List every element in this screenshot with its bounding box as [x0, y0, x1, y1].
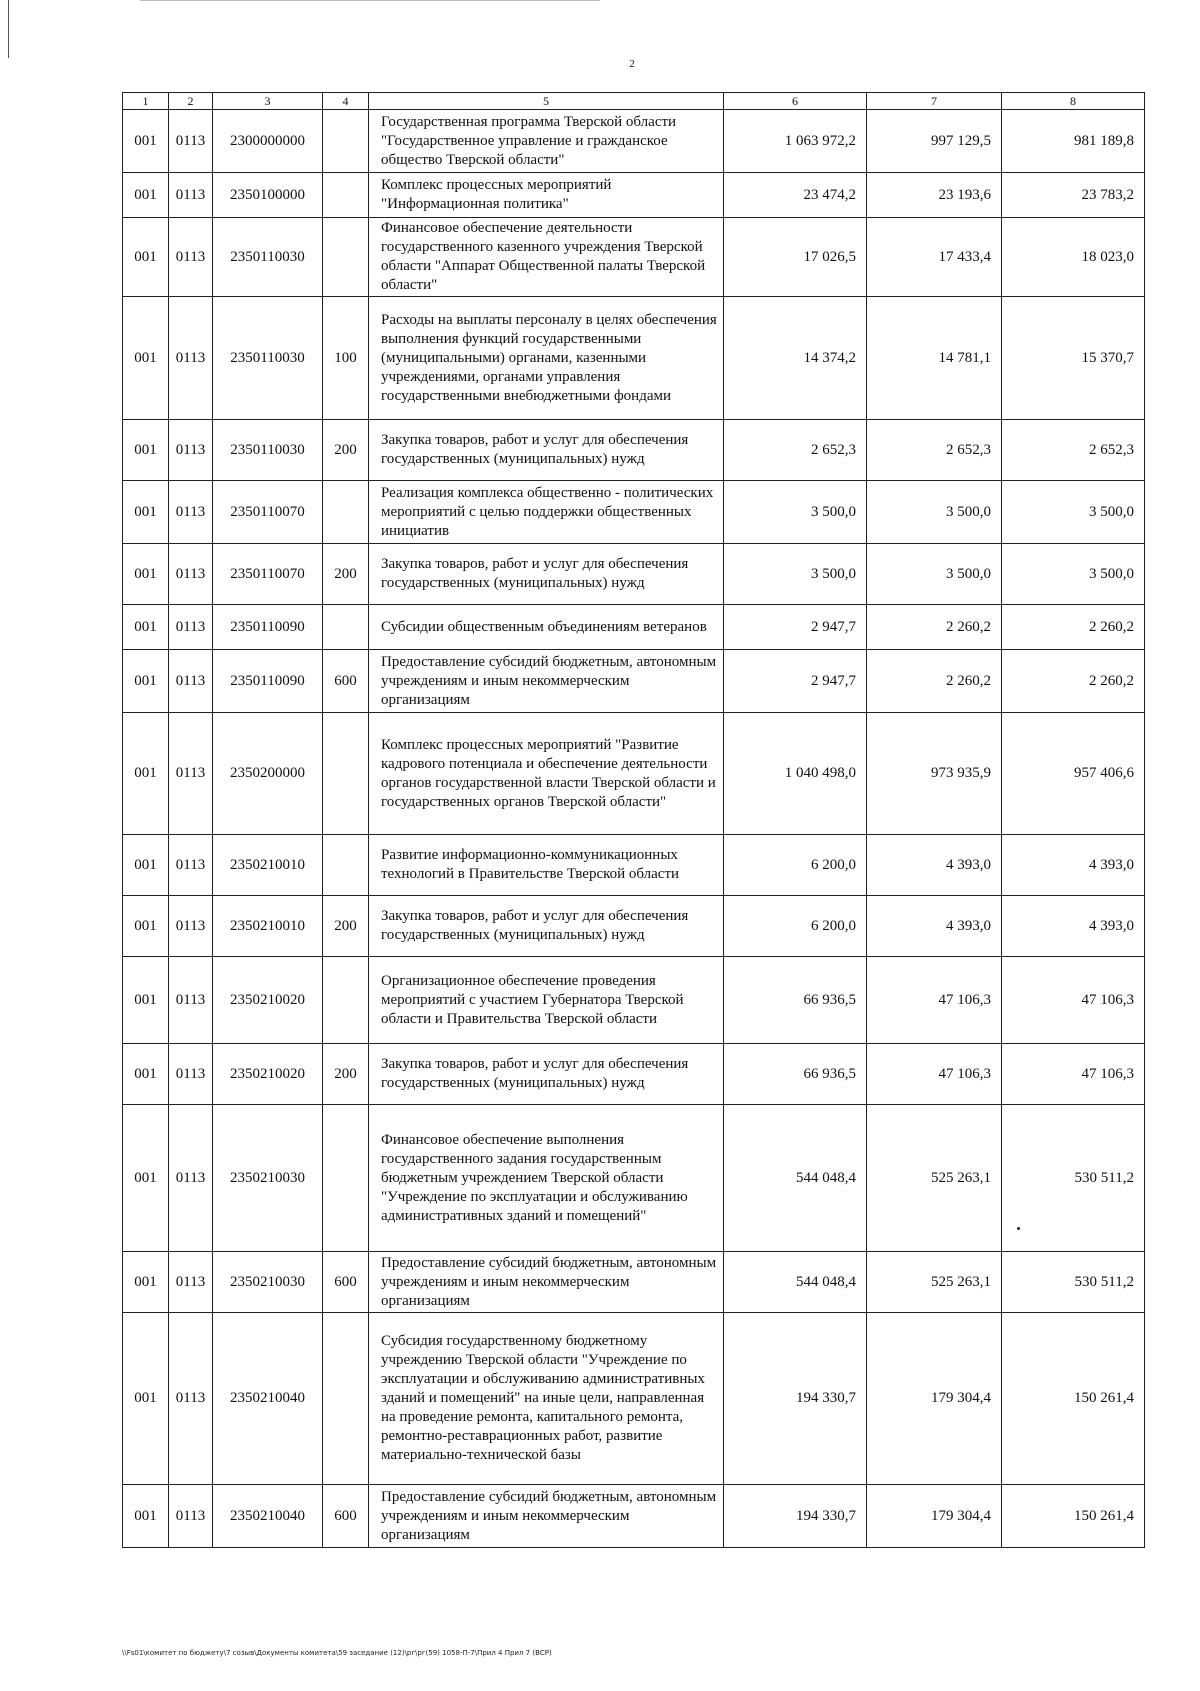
- cell-description: Закупка товаров, работ и услуг для обеспечения государственных (муниципальных) нужд: [369, 1044, 724, 1105]
- cell-expense-type: 600: [323, 1252, 369, 1313]
- cell-description: Закупка товаров, работ и услуг для обеспечения государственных (муниципальных) нужд: [369, 896, 724, 957]
- scan-edge: [140, 0, 600, 1]
- cell-target-item: 2350210040: [213, 1313, 323, 1485]
- cell-amount-year3: 47 106,3: [1002, 957, 1145, 1044]
- table-row: [123, 297, 1145, 420]
- cell-gr: 001: [123, 420, 169, 481]
- cell-target-item: 2350110090: [213, 605, 323, 650]
- cell-gr: 001: [123, 1252, 169, 1313]
- cell-gr: 001: [123, 835, 169, 896]
- cell-gr: 001: [123, 896, 169, 957]
- cell-amount-year1: 6 200,0: [724, 835, 867, 896]
- cell-amount-year2: 47 106,3: [867, 957, 1002, 1044]
- cell-amount-year3: 23 783,2: [1002, 173, 1145, 218]
- cell-amount-year2: 179 304,4: [867, 1313, 1002, 1485]
- cell-expense-type: [323, 218, 369, 297]
- cell-description: Закупка товаров, работ и услуг для обеспечения государственных (муниципальных) нужд: [369, 544, 724, 605]
- cell-section: 0113: [169, 1252, 213, 1313]
- table-row: [123, 110, 1145, 173]
- cell-expense-type: [323, 1105, 369, 1252]
- cell-gr: 001: [123, 544, 169, 605]
- cell-description: Субсидия государственному бюджетному учреждению Тверской области "Учреждение по эксплуатации и обслуживанию административных зданий и помещений" на иные цели, направленная на проведение ремонта, капитального ремонта, ремонтно-реставрационных работ, развитие материально-технической базы: [369, 1313, 724, 1485]
- cell-expense-type: [323, 713, 369, 835]
- cell-amount-year2: 4 393,0: [867, 896, 1002, 957]
- cell-gr: 001: [123, 1105, 169, 1252]
- cell-amount-year1: 2 947,7: [724, 605, 867, 650]
- cell-amount-year3: 530 511,2: [1002, 1252, 1145, 1313]
- cell-gr: 001: [123, 481, 169, 544]
- cell-amount-year1: 3 500,0: [724, 544, 867, 605]
- table-row: [123, 1252, 1145, 1313]
- cell-section: 0113: [169, 218, 213, 297]
- table-row: [123, 481, 1145, 544]
- cell-gr: 001: [123, 1313, 169, 1485]
- cell-section: 0113: [169, 896, 213, 957]
- cell-expense-type: [323, 1313, 369, 1485]
- cell-description: Предоставление субсидий бюджетным, автономным учреждениям и иным некоммерческим организациям: [369, 1485, 724, 1548]
- cell-amount-year1: 544 048,4: [724, 1252, 867, 1313]
- cell-gr: 001: [123, 173, 169, 218]
- cell-amount-year1: 6 200,0: [724, 896, 867, 957]
- budget-table: [122, 92, 1145, 1548]
- table-row: [123, 1105, 1145, 1252]
- cell-section: 0113: [169, 1105, 213, 1252]
- table-row: [123, 544, 1145, 605]
- cell-target-item: 2350110030: [213, 297, 323, 420]
- cell-amount-year3: 150 261,4: [1002, 1485, 1145, 1548]
- cell-expense-type: [323, 835, 369, 896]
- table-row: [123, 650, 1145, 713]
- file-path-footer: \\Fs01\комитет по бюджету\7 созыв\Документы комитета\59 заседание (12)\рг\рг(59) 1058-П-7\Прил 4 Прил 7 (ВСР): [122, 1649, 552, 1657]
- cell-target-item: 2350200000: [213, 713, 323, 835]
- cell-section: 0113: [169, 173, 213, 218]
- cell-expense-type: [323, 110, 369, 173]
- cell-description: Государственная программа Тверской области "Государственное управление и гражданское общество Тверской области": [369, 110, 724, 173]
- cell-amount-year3: 47 106,3: [1002, 1044, 1145, 1105]
- column-header: 2: [169, 93, 213, 110]
- table-row: [123, 173, 1145, 218]
- cell-expense-type: 200: [323, 420, 369, 481]
- cell-amount-year1: 23 474,2: [724, 173, 867, 218]
- cell-section: 0113: [169, 605, 213, 650]
- cell-description: Финансовое обеспечение деятельности государственного казенного учреждения Тверской области "Аппарат Общественной палаты Тверской области": [369, 218, 724, 297]
- scan-speck: [1017, 1227, 1020, 1230]
- cell-target-item: 2300000000: [213, 110, 323, 173]
- cell-section: 0113: [169, 1044, 213, 1105]
- cell-amount-year1: 17 026,5: [724, 218, 867, 297]
- cell-expense-type: 200: [323, 544, 369, 605]
- cell-amount-year1: 194 330,7: [724, 1313, 867, 1485]
- cell-description: Развитие информационно-коммуникационных технологий в Правительстве Тверской области: [369, 835, 724, 896]
- cell-amount-year2: 2 260,2: [867, 605, 1002, 650]
- column-header: 1: [123, 93, 169, 110]
- table-row: [123, 420, 1145, 481]
- cell-amount-year2: 179 304,4: [867, 1485, 1002, 1548]
- cell-description: Организационное обеспечение проведения мероприятий с участием Губернатора Тверской области и Правительства Тверской области: [369, 957, 724, 1044]
- table-header-row: [123, 93, 1145, 110]
- cell-amount-year3: 3 500,0: [1002, 544, 1145, 605]
- table-row: [123, 1485, 1145, 1548]
- cell-amount-year3: 2 260,2: [1002, 650, 1145, 713]
- cell-amount-year3: 2 652,3: [1002, 420, 1145, 481]
- cell-target-item: 2350210020: [213, 957, 323, 1044]
- cell-amount-year1: 66 936,5: [724, 1044, 867, 1105]
- cell-section: 0113: [169, 1313, 213, 1485]
- cell-amount-year2: 47 106,3: [867, 1044, 1002, 1105]
- cell-section: 0113: [169, 297, 213, 420]
- column-header: 5: [369, 93, 724, 110]
- cell-amount-year1: 1 063 972,2: [724, 110, 867, 173]
- cell-description: Субсидии общественным объединениям ветеранов: [369, 605, 724, 650]
- cell-gr: 001: [123, 297, 169, 420]
- cell-expense-type: 200: [323, 896, 369, 957]
- cell-amount-year2: 525 263,1: [867, 1252, 1002, 1313]
- cell-amount-year1: 66 936,5: [724, 957, 867, 1044]
- cell-amount-year1: 1 040 498,0: [724, 713, 867, 835]
- cell-section: 0113: [169, 713, 213, 835]
- cell-amount-year3: 4 393,0: [1002, 835, 1145, 896]
- scan-edge: [8, 0, 9, 58]
- table-row: [123, 713, 1145, 835]
- cell-expense-type: [323, 173, 369, 218]
- cell-gr: 001: [123, 1485, 169, 1548]
- cell-section: 0113: [169, 544, 213, 605]
- cell-gr: 001: [123, 605, 169, 650]
- cell-amount-year3: 957 406,6: [1002, 713, 1145, 835]
- cell-amount-year3: 18 023,0: [1002, 218, 1145, 297]
- cell-target-item: 2350110090: [213, 650, 323, 713]
- cell-target-item: 2350210020: [213, 1044, 323, 1105]
- cell-amount-year2: 525 263,1: [867, 1105, 1002, 1252]
- cell-target-item: 2350110030: [213, 218, 323, 297]
- cell-section: 0113: [169, 481, 213, 544]
- cell-amount-year3: 3 500,0: [1002, 481, 1145, 544]
- cell-amount-year2: 2 652,3: [867, 420, 1002, 481]
- cell-target-item: 2350110070: [213, 481, 323, 544]
- table-row: [123, 1313, 1145, 1485]
- cell-amount-year1: 194 330,7: [724, 1485, 867, 1548]
- cell-description: Комплекс процессных мероприятий "Информационная политика": [369, 173, 724, 218]
- table-row: [123, 605, 1145, 650]
- cell-expense-type: [323, 605, 369, 650]
- column-header: 7: [867, 93, 1002, 110]
- cell-gr: 001: [123, 957, 169, 1044]
- cell-amount-year2: 2 260,2: [867, 650, 1002, 713]
- cell-description: Закупка товаров, работ и услуг для обеспечения государственных (муниципальных) нужд: [369, 420, 724, 481]
- cell-amount-year1: 2 652,3: [724, 420, 867, 481]
- cell-target-item: 2350210030: [213, 1252, 323, 1313]
- cell-target-item: 2350210010: [213, 896, 323, 957]
- table-row: [123, 218, 1145, 297]
- table-row: [123, 1044, 1145, 1105]
- cell-expense-type: 200: [323, 1044, 369, 1105]
- cell-gr: 001: [123, 713, 169, 835]
- cell-amount-year2: 997 129,5: [867, 110, 1002, 173]
- cell-amount-year3: 4 393,0: [1002, 896, 1145, 957]
- table-row: [123, 957, 1145, 1044]
- cell-amount-year2: 3 500,0: [867, 544, 1002, 605]
- cell-target-item: 2350210010: [213, 835, 323, 896]
- table-row: [123, 835, 1145, 896]
- page-number: 2: [629, 58, 635, 70]
- cell-amount-year3: 15 370,7: [1002, 297, 1145, 420]
- cell-target-item: 2350100000: [213, 173, 323, 218]
- cell-section: 0113: [169, 1485, 213, 1548]
- cell-amount-year2: 3 500,0: [867, 481, 1002, 544]
- cell-section: 0113: [169, 420, 213, 481]
- column-header: 6: [724, 93, 867, 110]
- column-header: 8: [1002, 93, 1145, 110]
- cell-amount-year3: 981 189,8: [1002, 110, 1145, 173]
- cell-description: Реализация комплекса общественно - политических мероприятий с целью поддержки общественных инициатив: [369, 481, 724, 544]
- cell-amount-year3: 530 511,2: [1002, 1105, 1145, 1252]
- cell-gr: 001: [123, 110, 169, 173]
- cell-amount-year3: 150 261,4: [1002, 1313, 1145, 1485]
- cell-description: Предоставление субсидий бюджетным, автономным учреждениям и иным некоммерческим организациям: [369, 1252, 724, 1313]
- cell-amount-year1: 14 374,2: [724, 297, 867, 420]
- cell-expense-type: [323, 481, 369, 544]
- cell-target-item: 2350210030: [213, 1105, 323, 1252]
- cell-amount-year3: 2 260,2: [1002, 605, 1145, 650]
- cell-amount-year2: 17 433,4: [867, 218, 1002, 297]
- cell-section: 0113: [169, 957, 213, 1044]
- cell-amount-year2: 4 393,0: [867, 835, 1002, 896]
- cell-gr: 001: [123, 650, 169, 713]
- cell-description: Предоставление субсидий бюджетным, автономным учреждениям и иным некоммерческим организациям: [369, 650, 724, 713]
- cell-expense-type: 600: [323, 1485, 369, 1548]
- cell-target-item: 2350110070: [213, 544, 323, 605]
- cell-amount-year1: 544 048,4: [724, 1105, 867, 1252]
- cell-amount-year2: 23 193,6: [867, 173, 1002, 218]
- cell-amount-year1: 2 947,7: [724, 650, 867, 713]
- cell-description: Финансовое обеспечение выполнения государственного задания государственным бюджетным учреждением Тверской области "Учреждение по эксплуатации и обслуживанию административных зданий и помещений": [369, 1105, 724, 1252]
- table-row: [123, 896, 1145, 957]
- column-header: 4: [323, 93, 369, 110]
- cell-section: 0113: [169, 835, 213, 896]
- cell-gr: 001: [123, 1044, 169, 1105]
- cell-description: Комплекс процессных мероприятий "Развитие кадрового потенциала и обеспечение деятельности органов государственной власти Тверской области и государственных органов Тверской области": [369, 713, 724, 835]
- cell-amount-year1: 3 500,0: [724, 481, 867, 544]
- cell-target-item: 2350210040: [213, 1485, 323, 1548]
- column-header: 3: [213, 93, 323, 110]
- cell-description: Расходы на выплаты персоналу в целях обеспечения выполнения функций государственными (муниципальными) органами, казенными учреждениями, органами управления государственными внебюджетными фондами: [369, 297, 724, 420]
- cell-expense-type: [323, 957, 369, 1044]
- cell-target-item: 2350110030: [213, 420, 323, 481]
- cell-expense-type: 600: [323, 650, 369, 713]
- cell-section: 0113: [169, 650, 213, 713]
- cell-amount-year2: 14 781,1: [867, 297, 1002, 420]
- cell-gr: 001: [123, 218, 169, 297]
- cell-amount-year2: 973 935,9: [867, 713, 1002, 835]
- cell-expense-type: 100: [323, 297, 369, 420]
- cell-section: 0113: [169, 110, 213, 173]
